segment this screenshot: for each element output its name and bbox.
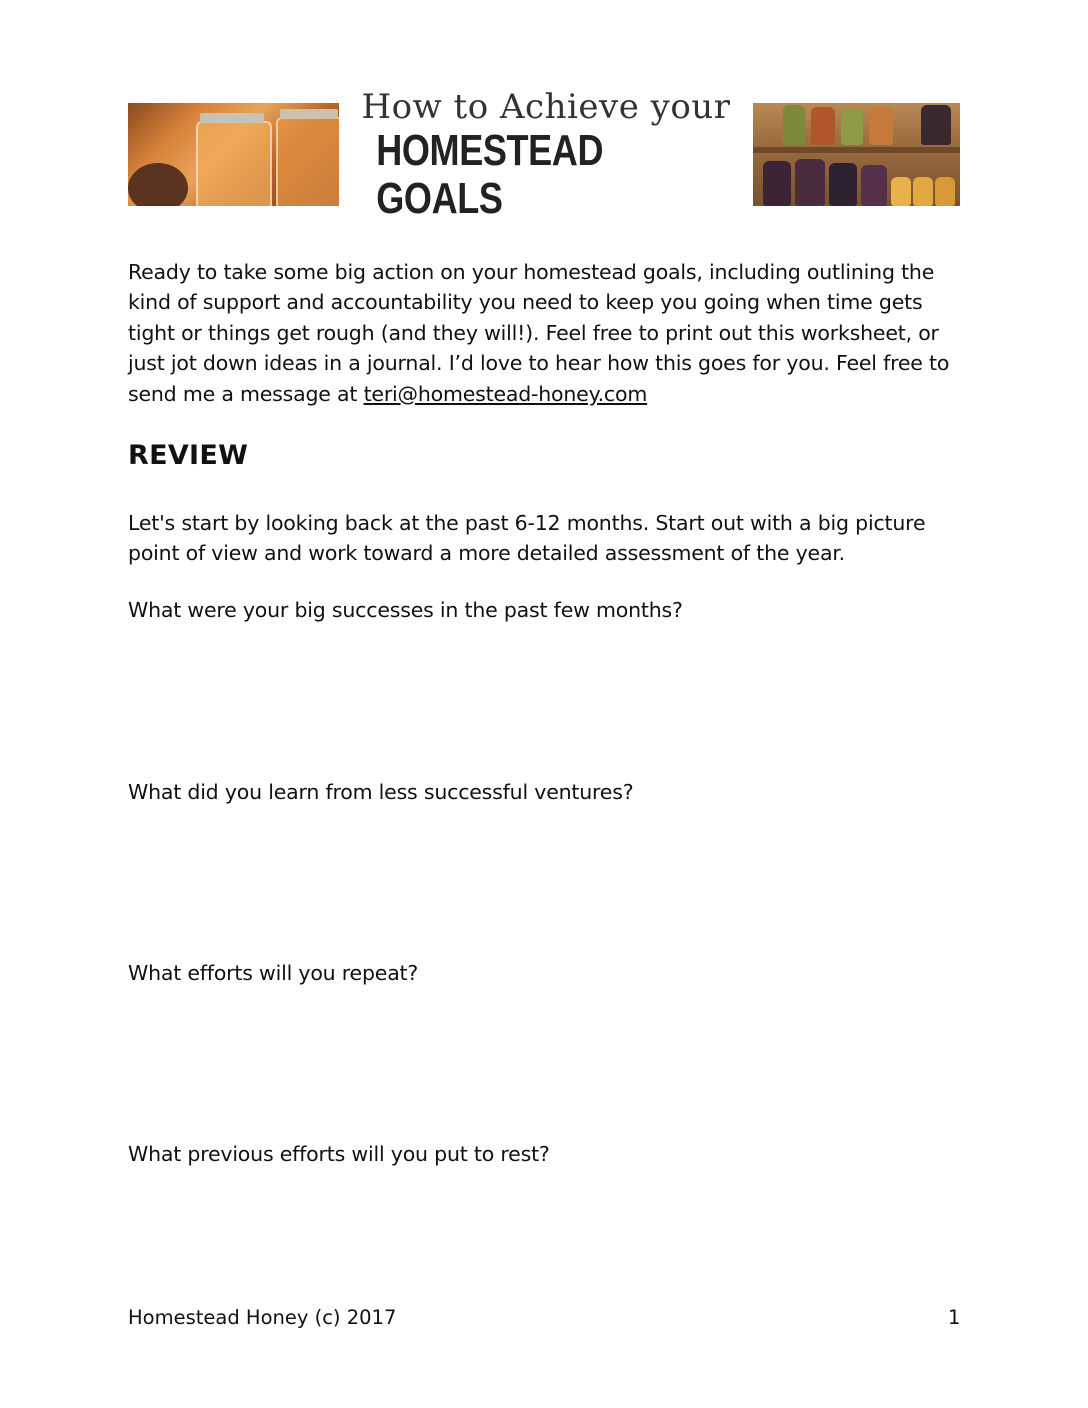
pantry-jars-photo [753,103,960,206]
banner-title-line1: How to Achieve your [361,86,731,127]
question-repeat-efforts: What efforts will you repeat? [128,961,419,985]
review-intro-paragraph: Let's start by looking back at the past 6-12 months. Start out with a big picture point of view and work toward a more detailed assessment of the year. [128,511,926,566]
question-lessons: What did you learn from less successful ventures? [128,780,634,804]
section-heading-review: REVIEW [128,440,249,471]
peaches-in-jars-photo [128,103,339,206]
question-successes: What were your big successes in the past few months? [128,598,683,622]
intro-paragraph [128,257,968,409]
page-number: 1 [948,1306,961,1329]
footer-copyright: Homestead Honey (c) 2017 [128,1306,397,1329]
banner-title-line2: HOMESTEAD GOALS [376,125,604,223]
header-banner [128,86,960,223]
question-retire-efforts: What previous efforts will you put to rest? [128,1142,550,1166]
intro-text: Ready to take some big action on your homestead goals, including outlining the kind of support and accountability you need to keep you going when time gets tight or things get rough (and they will!). Feel free to print out this worksheet, or just jot down ideas in a journal. I’d love to hear how this goes for you. Feel free to send me a message at [128,260,950,406]
banner-title [339,86,753,223]
email-link[interactable]: teri@homestead-honey.com [363,381,648,406]
